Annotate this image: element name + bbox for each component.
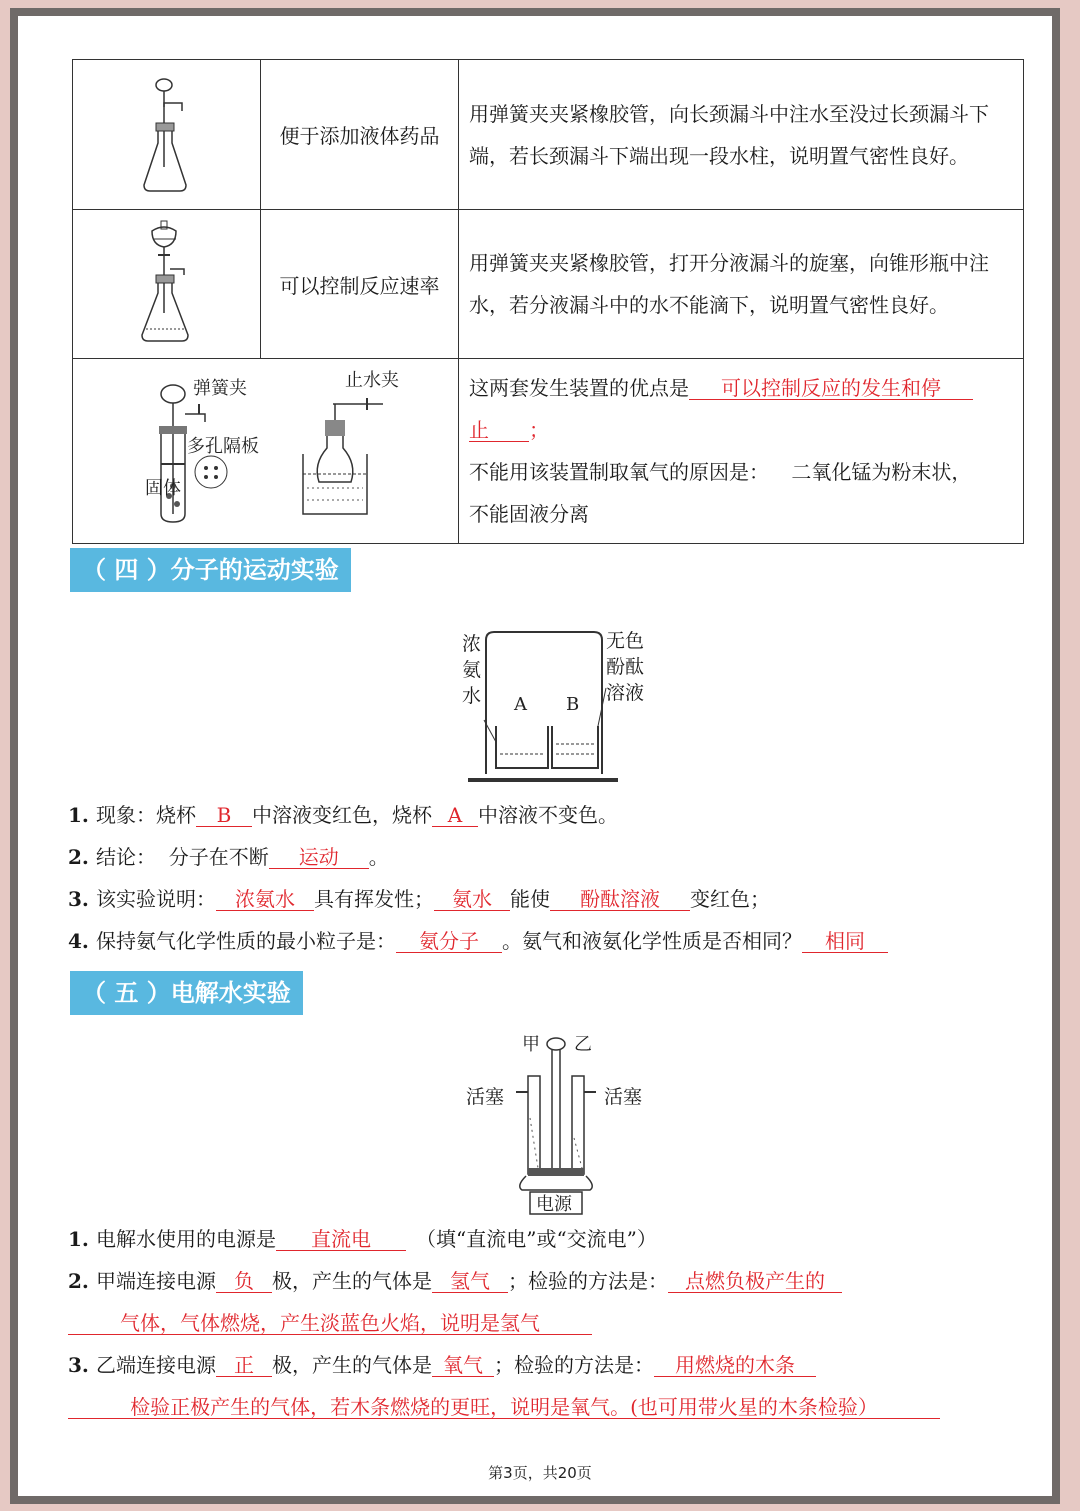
beaker-a-label: A [514, 694, 527, 715]
answer-blank: 正 [216, 1354, 272, 1377]
list-item: 3. 乙端连接电源 正 极，产生的气体是 氧气 ；检验的方法是： 用燃烧的木条 [68, 1344, 940, 1386]
q2-answer-a: 二氧化锰为粉末状， [791, 460, 972, 484]
q1-suffix: ； [529, 418, 549, 442]
section-4-heading: （ 四 ）分子的运动实验 [70, 548, 351, 592]
solid-label: 固体 [145, 477, 181, 499]
list-item: 1. 现象：烧杯 B 中溶液变红色，烧杯 A 中溶液不变色。 [68, 803, 618, 827]
list-item: 4. 保持氨气化学性质的最小粒子是： 氨分子 。氨气和液氨化学性质是否相同？ 相同 [68, 920, 888, 962]
q1-answer-b: 止 [469, 419, 529, 442]
answer-blank: B [196, 804, 252, 827]
answer-blank: 氢气 [432, 1270, 508, 1293]
q1-prefix: 这两套发生装置的优点是 [469, 376, 689, 400]
questions-cell [459, 359, 1024, 544]
q1-answer-a: 可以控制反应的发生和停 [689, 377, 973, 400]
long-neck-funnel-flask-icon [132, 67, 202, 197]
beaker-b-label: B [566, 694, 580, 715]
controllable-generators-figure [73, 364, 453, 534]
porous-plate-label: 多孔隔板 [187, 435, 259, 457]
q2-prefix: 不能用该装置制取氧气的原因是： [469, 460, 769, 484]
list-item [68, 1386, 940, 1428]
list-item [68, 1302, 940, 1344]
apparatus-table [72, 59, 1024, 544]
phenolphthalein-label: 无色酚酞溶液 [606, 630, 645, 704]
jia-label: 甲 [522, 1034, 540, 1055]
q2-answer-b: 不能固液分离 [469, 502, 589, 526]
answer-blank: 点燃负极产生的 [668, 1270, 842, 1293]
spring-clip-label: 弹簧夹 [193, 377, 247, 399]
list-item: 2. 结论： 分子在不断 运动 。 [68, 845, 389, 869]
section-4-questions [68, 794, 888, 962]
answer-blank: 负 [216, 1270, 272, 1293]
table-row [73, 60, 1024, 210]
page-footer: 第3页，共20页 [488, 1464, 592, 1482]
stop-clip-label: 止水夹 [345, 369, 399, 391]
advantage-cell: 便于添加液体药品 [261, 60, 459, 210]
stopcock-right-label: 活塞 [604, 1086, 643, 1108]
apparatus-separatory-funnel [73, 210, 261, 359]
table-row [73, 359, 1024, 544]
list-item: 1. 电解水使用的电源是 直流电 （填“直流电”或“交流电”） [68, 1227, 657, 1251]
answer-blank: 氨水 [434, 888, 510, 911]
answer-blank: 氨分子 [396, 930, 502, 953]
answer-blank: A [432, 804, 478, 827]
answer-blank: 用燃烧的木条 [654, 1354, 816, 1377]
ammonia-label: 浓氨水 [462, 633, 482, 707]
electrolysis-figure [456, 1028, 656, 1216]
list-item: 2. 甲端连接电源 负 极，产生的气体是 氢气 ；检验的方法是： 点燃负极产生的 [68, 1260, 940, 1302]
answer-blank: 直流电 [276, 1228, 406, 1251]
apparatus-pair-cell [73, 359, 459, 544]
section-5-heading: （ 五 ）电解水实验 [70, 971, 303, 1015]
method-cell: 用弹簧夹夹紧橡胶管，向长颈漏斗中注水至没过长颈漏斗下端，若长颈漏斗下端出现一段水柱，说明置气密性良好。 [459, 60, 1024, 210]
answer-blank: 浓氨水 [216, 888, 314, 911]
power-label: 电源 [536, 1194, 572, 1215]
yi-label: 乙 [574, 1034, 592, 1055]
section-5-questions [68, 1218, 940, 1428]
apparatus-long-neck-funnel [73, 60, 261, 210]
page-frame [10, 8, 1060, 1504]
table-row [73, 210, 1024, 359]
answer-blank: 酚酞溶液 [550, 888, 690, 911]
advantage-cell: 可以控制反应速率 [261, 210, 459, 359]
stopcock-left-label: 活塞 [466, 1086, 505, 1108]
answer-blank: 相同 [802, 930, 888, 953]
document-page [18, 16, 1052, 1496]
separatory-funnel-flask-icon [132, 217, 202, 347]
list-item: 3. 该实验说明： 浓氨水 具有挥发性； 氨水 能使 酚酞溶液 变红色； [68, 887, 770, 911]
answer-blank: 气体，气体燃烧，产生淡蓝色火焰，说明是氢气 [68, 1312, 592, 1335]
answer-blank: 氧气 [432, 1354, 494, 1377]
answer-blank: 运动 [269, 846, 369, 869]
answer-blank: 检验正极产生的气体，若木条燃烧的更旺，说明是氧气。(也可用带火星的木条检验） [68, 1396, 940, 1419]
method-cell: 用弹簧夹夹紧橡胶管，打开分液漏斗的旋塞，向锥形瓶中注水，若分液漏斗中的水不能滴下，说明置气密性良好。 [459, 210, 1024, 359]
